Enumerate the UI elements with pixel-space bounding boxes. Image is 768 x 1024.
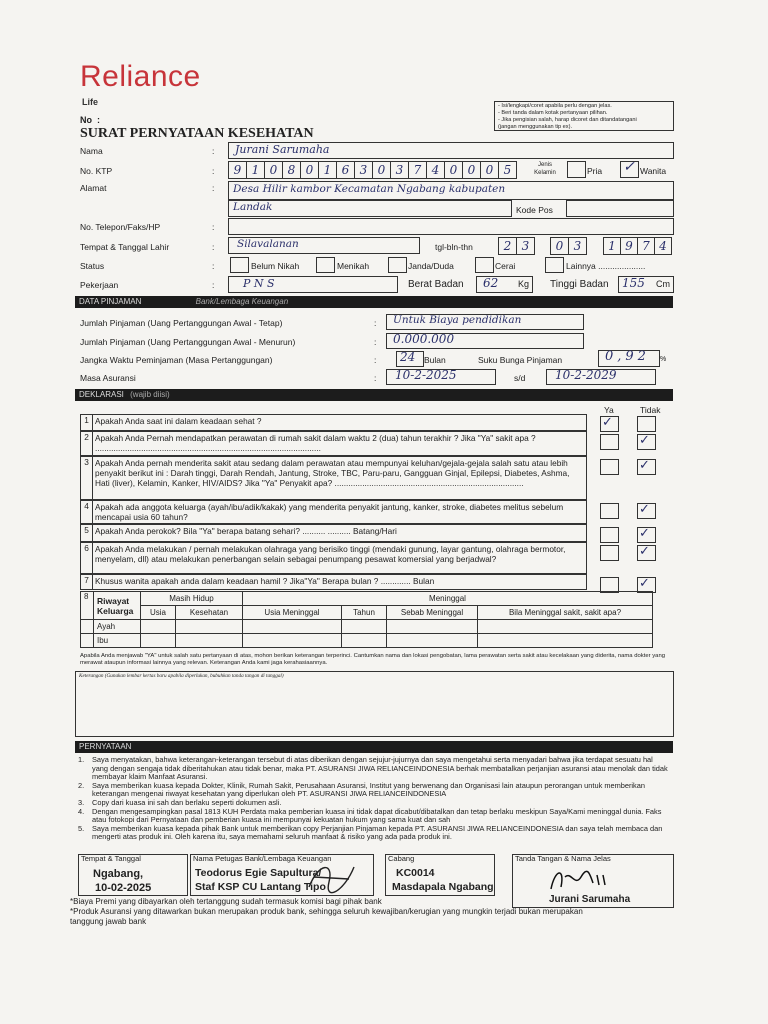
digit-cell[interactable]: 3 — [516, 237, 535, 255]
tidak-column-label: Tidak — [640, 405, 661, 415]
ya-checkbox[interactable] — [600, 416, 619, 432]
colon: : — [374, 355, 377, 365]
col-usia-meninggal: Usia Meninggal — [243, 606, 342, 620]
cell[interactable] — [342, 634, 387, 648]
kode-pos-field[interactable] — [566, 200, 674, 217]
cell[interactable] — [243, 634, 342, 648]
digit-cell[interactable]: 3 — [390, 161, 409, 179]
tinggi-label: Tinggi Badan — [550, 279, 609, 290]
pinjaman-tetap-label: Jumlah Pinjaman (Uang Pertanggungan Awal - Tetap) — [80, 318, 283, 328]
cell[interactable] — [342, 620, 387, 634]
kode-pos-label: Kode Pos — [516, 205, 553, 215]
deklarasi-sub: (wajib diisi) — [130, 390, 170, 399]
pria-label: Pria — [587, 166, 603, 176]
cell[interactable] — [478, 634, 653, 648]
ktp-field[interactable] — [228, 161, 516, 178]
declaration-note: Apabila Anda menjawab "YA" untuk salah satu pertanyaan di atas, mohon berikan keterangan terperinci. Cantumkan nama dan lokasi pengobatan, lama perawatan serta sakit atau kecelakaan yang diderita, nama dokter yang merawat ataupun informasi lainnya yang relevan. Keterangan Anda kami jaga kerahasiaannya. — [80, 653, 665, 666]
pernyataan-header — [75, 741, 673, 753]
ktp-label: No. KTP — [80, 166, 113, 176]
tidak-checkbox[interactable] — [637, 459, 656, 475]
question-text: Apakah Anda saat ini dalam keadaan sehat ? — [95, 416, 262, 426]
digit-cell[interactable]: 7 — [637, 237, 655, 255]
question-number: 7 — [81, 575, 93, 589]
pekerjaan-value: P N S — [243, 277, 275, 290]
declaration-question — [80, 574, 587, 590]
alamat-value-1: Desa Hilir kambor Kecamatan Ngabang kabupaten — [233, 183, 506, 195]
digit-cell[interactable]: 0 — [264, 161, 283, 179]
pinjaman-tetap-value: Untuk Biaya pendidikan — [393, 314, 522, 326]
declaration-question — [80, 542, 587, 574]
col-sebab: Sebab Meninggal — [387, 606, 478, 620]
alamat-value-2: Landak — [233, 201, 273, 213]
declaration-question — [80, 414, 587, 431]
pekerjaan-label: Pekerjaan — [80, 280, 119, 290]
petugas-signature-icon — [299, 857, 359, 897]
cell[interactable] — [387, 620, 478, 634]
page-title: SURAT PERNYATAAN KESEHATAN — [80, 126, 314, 141]
tempat-value: Ngabang, — [93, 868, 144, 880]
declaration-question — [80, 456, 587, 500]
digit-cell[interactable]: 0 — [300, 161, 319, 179]
masa-label: Masa Asuransi — [80, 373, 136, 383]
digit-cell[interactable]: 0 — [444, 161, 463, 179]
question-number: 2 — [81, 432, 93, 455]
ttd-block — [512, 854, 674, 908]
colon: : — [212, 222, 215, 232]
tgl-format-label: tgl-bln-thn — [435, 242, 473, 252]
digit-cell[interactable]: 4 — [426, 161, 445, 179]
check-icon: ✓ — [639, 525, 650, 540]
status-option: Menikah — [337, 261, 370, 271]
pernyataan-title: PERNYATAAN — [79, 742, 132, 751]
footer-note-2: *Produk Asuransi yang ditawarkan bukan merupakan produk bank, sehingga seluruh kewajiban/kerugian yang mungkin terjadi bukan merupakan tanggung jawab bank — [70, 907, 583, 926]
colon: : — [212, 261, 215, 271]
colon: : — [212, 242, 215, 252]
digit-cell[interactable]: 0 — [372, 161, 391, 179]
status-option: Belum Nikah — [251, 261, 300, 271]
question-text: Khusus wanita apakah anda dalam keadaan hamil ? Jika"Ya" Berapa bulan ? ............. Bulan — [95, 576, 435, 586]
applicant-signature-icon — [543, 863, 613, 895]
data-pinjaman-header — [75, 296, 673, 308]
deklarasi-title: DEKLARASI — [79, 390, 124, 399]
tinggi-field[interactable] — [618, 276, 674, 293]
pernyataan-item: 1. Saya menyatakan, bahwa keterangan-keterangan tersebut di atas diberikan dengan sejujur-jujurnya dan saya mengetahui serta menyadari bahwa jika terdapat sesuatu hal yang dengan sengaja tidak diberitahukan atau tidak benar, maka PT. ASURANSI JIWA RELIANCEINDONESIA berhak membatalkan perjanjian asuransi atau menolak dan tidak membayar klaim Manfaat Asuransi. — [78, 755, 668, 782]
status-belum-nikah-checkbox[interactable] — [230, 257, 249, 273]
alamat-label: Alamat — [80, 183, 107, 193]
question-number: 6 — [81, 543, 93, 573]
no-label: No : — [80, 115, 101, 125]
ya-checkbox[interactable] — [600, 434, 619, 450]
colon: : — [374, 337, 377, 347]
petugas-label: Nama Petugas Bank/Lembaga Keuangan — [193, 854, 332, 863]
masih-hidup-header: Masih Hidup — [141, 592, 243, 606]
keterangan-label: Keterangan (Gunakan lembar kertas baru apabila diperlukan, bubuhkan tanda tangan di tanggal) — [79, 673, 284, 679]
declaration-question — [80, 431, 587, 456]
digit-cell[interactable]: 5 — [498, 161, 517, 179]
riwayat-keluarga-block — [80, 591, 653, 648]
question-text: Apakah Anda pernah menderita sakit atau sedang dalam perawatan atau mempunyai keluhan/gejala-gejala salah satu atau lebih penyakit berikut ini : Darah tinggi, Darah Rendah, Jantung, Stroke, TBC, Paru-paru, Gangguan Ginjal, Epilepsi, Diabetes, Ashma, Hati (liver), Kelamin, Kanker, HIV/AIDS? Jika "Ya" Penyakit apa? .................................................................................. — [95, 458, 570, 488]
digit-cell[interactable]: 8 — [282, 161, 301, 179]
tidak-checkbox[interactable] — [637, 434, 656, 450]
berat-unit: Kg — [517, 279, 529, 289]
col-tahun: Tahun — [342, 606, 387, 620]
instruction-line: - Jika pengisian salah, harap dicoret dan ditandatangani — [498, 117, 637, 123]
digit-cell[interactable]: 4 — [654, 237, 672, 255]
digit-cell[interactable]: 2 — [498, 237, 517, 255]
petugas-name: Teodorus Egie Sapultura/ — [195, 867, 322, 879]
ttd-name: Jurani Sarumaha — [549, 894, 631, 905]
digit-cell[interactable]: 1 — [603, 237, 621, 255]
status-option: Lainnya .................... — [566, 261, 646, 271]
row-ayah: Ayah — [94, 620, 141, 634]
colon: : — [374, 373, 377, 383]
pria-checkbox[interactable] — [567, 161, 586, 178]
masa-to-field[interactable] — [546, 369, 656, 385]
instruction-box — [494, 101, 674, 131]
bulan-label: Bulan — [424, 355, 446, 365]
check-icon: ✓ — [639, 432, 650, 447]
question-number: 5 — [81, 525, 93, 541]
colon: : — [212, 280, 215, 290]
table-row — [81, 620, 653, 634]
ya-checkbox[interactable] — [600, 459, 619, 475]
logo-text-a: Rel — [80, 60, 127, 93]
cabang-name: Masdapala Ngabang — [392, 881, 494, 893]
footer-note-1: *Biaya Premi yang dibayarkan oleh tertanggung sudah termasuk komisi bagi pihak bank — [70, 897, 382, 906]
alamat-field-2[interactable] — [228, 200, 512, 217]
cabang-label: Cabang — [388, 854, 415, 863]
cell[interactable] — [141, 620, 176, 634]
masa-from-field[interactable] — [386, 369, 496, 385]
question-text: Apakah Anda melakukan / pernah melakukan olahraga yang berisiko tinggi (mendaki gunung, layar gantung, olahraga bermotor, menyelam, dll) atau melakukan penerbangan selain sebagai penumpang pesawat komersial yang berjadwal? — [95, 544, 566, 564]
wanita-label: Wanita — [640, 166, 667, 176]
declaration-question — [80, 500, 587, 524]
check-icon: ✓ — [639, 575, 650, 590]
digit-cell[interactable]: 7 — [408, 161, 427, 179]
berat-label: Berat Badan — [408, 279, 464, 290]
cell[interactable] — [243, 620, 342, 634]
deklarasi-header — [75, 389, 673, 401]
tidak-checkbox[interactable] — [637, 416, 656, 432]
tanggal-value: 10-02-2025 — [95, 882, 152, 894]
colon: : — [212, 146, 215, 156]
pernyataan-list — [78, 756, 670, 842]
row-ibu: Ibu — [94, 634, 141, 648]
digit-cell[interactable]: 9 — [228, 161, 247, 179]
tidak-checkbox[interactable] — [637, 527, 656, 543]
telepon-label: No. Telepon/Faks/HP — [80, 222, 161, 232]
question-text: Apakah Anda Pernah mendapatkan perawatan di rumah sakit dalam waktu 2 (dua) tahun terakhir ? Jika "Ya" sakit apa ? .................................................................................................. — [95, 433, 536, 453]
sd-label: s/d — [514, 373, 526, 383]
tempat-tanggal-label: Tempat & Tanggal — [81, 854, 141, 863]
bunga-field[interactable] — [598, 350, 660, 367]
masa-to-value: 10-2-2029 — [555, 368, 617, 382]
tinggi-unit: Cm — [656, 279, 670, 289]
riwayat-label: Riwayat Keluarga — [94, 592, 141, 620]
table-row — [81, 634, 653, 648]
ya-checkbox[interactable] — [600, 503, 619, 519]
petugas-block — [190, 854, 374, 896]
col-kesehatan: Kesehatan — [176, 606, 243, 620]
cabang-block — [385, 854, 495, 896]
logo-text-b: iance — [126, 60, 201, 93]
cell[interactable] — [387, 634, 478, 648]
instruction-line: - Isi/lengkapi/coret apabila perlu dengan jelas. — [498, 103, 612, 109]
tempat-tanggal-block — [78, 854, 188, 896]
alamat-field-1[interactable] — [228, 181, 674, 200]
berat-field[interactable] — [476, 276, 533, 293]
status-label: Status — [80, 261, 105, 271]
cell[interactable] — [176, 634, 243, 648]
nama-value: Jurani Sarumaha — [235, 143, 330, 156]
reliance-logo — [80, 60, 201, 94]
status-option: Cerai — [495, 261, 516, 271]
tidak-checkbox[interactable] — [637, 503, 656, 519]
bunga-value: 0,92 — [605, 349, 650, 364]
col-bila-sakit: Bila Meninggal sakit, sakit apa? — [478, 606, 653, 620]
pernyataan-item: 4. Dengan mengesampingkan pasal 1813 KUH Perdata maka pemberian kuasa ini tidak dapat dicabut/dibatalkan dan tetap berlaku meskipun Saya/Kami meninggal dunia. Faks atau fotokopi dari Pernyataan dan pemberian kuasa ini mempunyai kekuatan hukum yang sama kuat dan sah — [78, 806, 662, 825]
jangka-label: Jangka Waktu Peminjaman (Masa Pertanggungan) — [80, 355, 273, 365]
question-number: 3 — [81, 457, 93, 499]
bunga-unit: % — [660, 356, 667, 363]
logo-sub: Life — [82, 97, 99, 107]
colon: : — [212, 183, 215, 193]
status-menikah-checkbox[interactable] — [316, 257, 335, 273]
check-icon: ✓ — [639, 543, 650, 558]
cell[interactable] — [141, 634, 176, 648]
data-pinjaman-title: DATA PINJAMAN — [79, 297, 142, 306]
masa-from-value: 10-2-2025 — [395, 368, 457, 382]
question-text: Apakah ada anggota keluarga (ayah/ibu/adik/kakak) yang menderita penyakit jantung, kanker, stroke, diabetes melitus sebelum mencapai usia 60 tahun? — [95, 502, 564, 522]
cell[interactable] — [176, 620, 243, 634]
cabang-code: KC0014 — [396, 867, 435, 879]
digit-cell[interactable]: 3 — [354, 161, 373, 179]
q8-number: 8 — [81, 592, 94, 620]
ttl-label: Tempat & Tanggal Lahir — [80, 242, 170, 252]
ttl-field[interactable] — [228, 237, 420, 254]
ya-checkbox[interactable] — [600, 545, 619, 561]
meninggal-header: Meninggal — [243, 592, 653, 606]
ttl-value: Silavalanan — [237, 238, 299, 250]
declaration-question — [80, 524, 587, 542]
colon: : — [374, 318, 377, 328]
digit-cell[interactable]: 1 — [246, 161, 265, 179]
pernyataan-item: 2. Saya memberikan kuasa kepada Dokter, Klinik, Rumah Sakit, Perusahaan Asuransi, Institut yang berwenang dan Organisasi lain ataupun perorangan untuk memberikan keterangan mengenai riwayat kesehatan yang diperlukan oleh PT. ASURANSI JIWA RELIANCEINDONESIA — [78, 780, 645, 799]
nama-label: Nama — [80, 146, 103, 156]
digit-cell[interactable]: 0 — [550, 237, 569, 255]
berat-value: 62 — [483, 276, 499, 290]
check-icon: ✓ — [639, 501, 650, 516]
pinjaman-menurun-label: Jumlah Pinjaman (Uang Pertanggungan Awal - Menurun) — [80, 337, 296, 347]
jangka-value: 24 — [400, 350, 416, 364]
wanita-check-icon: ✓ — [623, 159, 635, 175]
pinjaman-tetap-field[interactable] — [386, 314, 584, 330]
nama-field[interactable] — [228, 142, 674, 159]
pinjaman-menurun-value: 0.000.000 — [393, 332, 455, 346]
bunga-label: Suku Bunga Pinjaman — [478, 355, 563, 365]
digit-cell[interactable]: 9 — [620, 237, 638, 255]
question-text: Apakah Anda perokok? Bila "Ya" berapa batang sehari? .......... .......... Batang/Hari — [95, 526, 397, 536]
wanita-checkbox[interactable] — [620, 161, 639, 178]
check-icon: ✓ — [639, 457, 650, 472]
cell[interactable] — [478, 620, 653, 634]
colon: : — [212, 166, 215, 176]
status-cerai-checkbox[interactable] — [475, 257, 494, 273]
question-number: 1 — [81, 415, 93, 430]
keterangan-box[interactable] — [75, 671, 674, 737]
col-usia: Usia — [141, 606, 176, 620]
digit-cell[interactable]: 6 — [336, 161, 355, 179]
digit-cell[interactable]: 0 — [480, 161, 499, 179]
digit-cell[interactable]: 3 — [568, 237, 587, 255]
tinggi-value: 155 — [622, 276, 645, 290]
ttd-label: Tanda Tangan & Nama Jelas — [515, 854, 611, 863]
instruction-line: - Beri tanda dalam kotak pertanyaan pilihan. — [498, 110, 608, 116]
status-janda-checkbox[interactable] — [388, 257, 407, 273]
check-icon: ✓ — [602, 414, 613, 429]
status-lainnya-checkbox[interactable] — [545, 257, 564, 273]
telepon-field[interactable] — [228, 218, 674, 235]
pernyataan-item: 3. Copy dari kuasa ini sah dan berlaku seperti dokumen asli. — [78, 797, 282, 807]
pernyataan-item: 5. Saya memberikan kuasa kepada pihak Bank untuk memberikan copy Perjanjian Pinjaman kepada PT. ASURANSI JIWA RELIANCEINDONESIA dan saya telah membaca dan mengerti atas produk ini. Oleh karena itu, saya memahami seluruh manfaat & risiko yang ada pada produk ini. — [78, 823, 663, 842]
question-number: 4 — [81, 501, 93, 523]
petugas-role: Staf KSP CU Lantang Tipo — [195, 881, 326, 893]
digit-cell[interactable]: 1 — [318, 161, 337, 179]
data-pinjaman-sub: Bank/Lembaga Keuangan — [195, 297, 289, 306]
ya-checkbox[interactable] — [600, 527, 619, 543]
digit-cell[interactable]: 0 — [462, 161, 481, 179]
pekerjaan-field[interactable] — [228, 276, 398, 293]
jangka-field[interactable] — [396, 351, 424, 367]
ya-column-label: Ya — [604, 405, 614, 415]
tidak-checkbox[interactable] — [637, 545, 656, 561]
status-option: Janda/Duda — [408, 261, 454, 271]
instruction-line: (jangan menggunakan tip ex). — [498, 124, 573, 130]
jenis-kelamin-label: Jenis Kelamin — [534, 162, 556, 176]
pinjaman-menurun-field[interactable] — [386, 333, 584, 349]
